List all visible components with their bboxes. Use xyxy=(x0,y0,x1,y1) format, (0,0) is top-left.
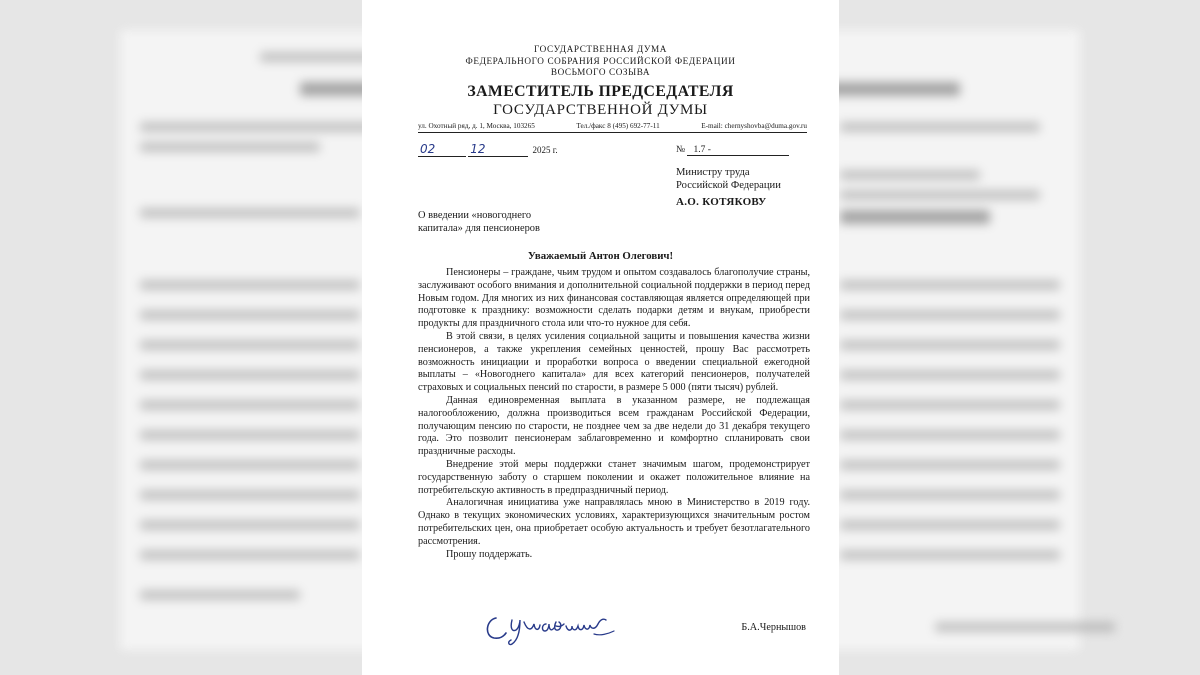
body-paragraph-3: Данная единовременная выплата в указанном размере, не подлежащая налогообложению, должна производиться всем гражданам Российской Федерации, получающим пенсию по старости, не позднее чем за две недели до 31 декабря текущего года. Это позволит пенсионерам заблаговременно и комфортно спланировать свои праздничные расходы. xyxy=(418,394,810,458)
closing-block xyxy=(418,610,810,650)
body-paragraph-6: Прошу поддержать. xyxy=(446,548,533,560)
addressee-line-1: Министру труда xyxy=(676,167,750,178)
subject-line-1: О введении «новогоднего xyxy=(418,210,532,221)
number-label: № xyxy=(676,145,686,155)
body-paragraph-4: Внедрение этой меры поддержки станет значимым шагом, продемонстрирует государственную заботу о старшем поколении и окажет положительное влияние на потребительскую активность в предпраздничный период. xyxy=(418,458,810,496)
letterhead xyxy=(362,44,839,119)
date-month-handwritten: 12 xyxy=(468,142,528,157)
contact-address: ул. Охотный ряд, д. 1, Москва, 103265 xyxy=(418,122,535,130)
signer-name: Б.А.Чернышов xyxy=(741,622,806,633)
addressee-line-2: Российской Федерации xyxy=(676,180,781,191)
contact-phone: Тел./факс 8 (495) 692-77-11 xyxy=(576,122,660,130)
handwritten-closing-signature xyxy=(482,606,622,646)
letterhead-line-3: ВОСЬМОГО СОЗЫВА xyxy=(550,67,651,77)
body-paragraph-1: Пенсионеры – граждане, чьим трудом и опытом создавалось благополучие страны, заслуживают особого внимания и дополнительной социальной поддержки в период перед Новым годом. Для многих из них финансовая составляющая является определяющей при подготовке к празднику: возможности сделать подарки детям и внукам, приобрести продукты для праздничного стола или что-то нужное для себя. xyxy=(418,267,810,330)
letter-body xyxy=(418,267,810,561)
subject-block xyxy=(418,210,540,235)
body-paragraph-5: Аналогичная инициатива уже направлялась мною в Министерство в 2019 году. Однако в текущих экономических условиях, характеризующихся значительным ростом потребительских цен, она приобретает особую актуальность и требует безотлагательного рассмотрения. xyxy=(418,497,810,547)
date-day-handwritten: 02 xyxy=(418,142,466,157)
letterhead-line-2: ФЕДЕРАЛЬНОГО СОБРАНИЯ РОССИЙСКОЙ ФЕДЕРАЦИИ xyxy=(465,55,736,66)
subject-line-2: капитала» для пенсионеров xyxy=(418,222,540,234)
outgoing-number xyxy=(676,145,789,156)
letterhead-subtitle: ГОСУДАРСТВЕННОЙ ДУМЫ xyxy=(493,101,708,118)
addressee-name: А.О. КОТЯКОВУ xyxy=(676,196,767,208)
number-value: 1.7 - xyxy=(687,145,789,156)
body-paragraph-2: В этой связи, в целях усиления социальной защиты и повышения качества жизни пенсионеров, а также укрепления семейных ценностей, прошу Вас рассмотреть возможность инициации и проработки вопроса о введении специальной ежегодной выплаты – «Новогоднего капитала» для всех категорий пенсионеров, получателей страховых и социальных пенсий по старости, в размере 5 000 (пяти тысяч) рублей. xyxy=(418,330,810,394)
addressee-block xyxy=(676,166,781,209)
greeting: Уважаемый Антон Олегович! xyxy=(527,250,674,262)
contact-email: E-mail: chernyshovba@duma.gov.ru xyxy=(701,122,807,130)
letterhead-line-1: ГОСУДАРСТВЕННАЯ ДУМА xyxy=(533,44,668,54)
letter-date xyxy=(418,142,558,157)
date-year: 2025 г. xyxy=(532,145,558,155)
letterhead-title: ЗАМЕСТИТЕЛЬ ПРЕДСЕДАТЕЛЯ xyxy=(467,82,734,100)
letter-page xyxy=(362,0,839,675)
contact-line xyxy=(418,122,807,133)
